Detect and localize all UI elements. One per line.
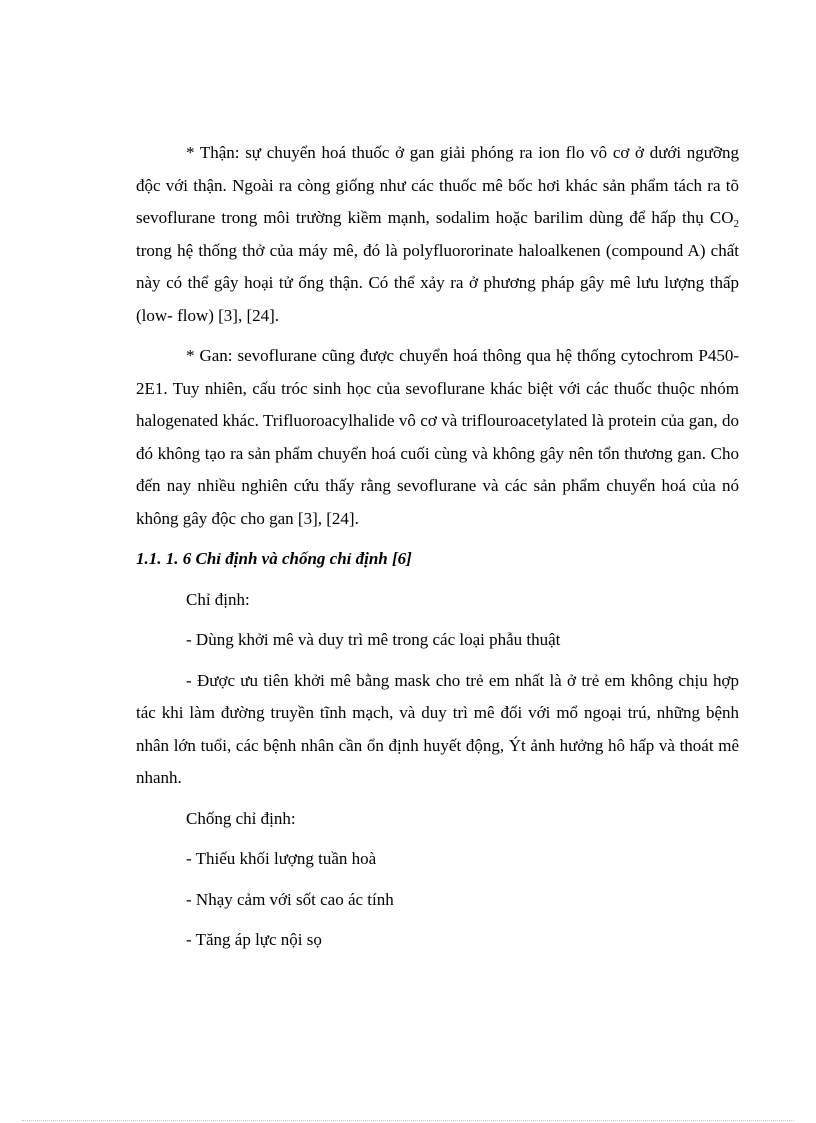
indications-label: Chỉ định: [186, 589, 250, 609]
paragraph-kidney-text-1: * Thận: sự chuyển hoá thuốc ở gan giải phóng ra ion flo vô cơ ở dưới ngưỡng độc với thận. Ngoài ra còng giống như các thuốc mê bốc hơi khác sản phẩm tách ra tõ sevoflurane trong môi trường kiềm mạnh, sodalim hoặc barilim dùng để hấp thụ CO [136, 143, 739, 227]
indication-item-2: - Được ưu tiên khởi mê bằng mask cho trẻ em nhất là ở trẻ em không chịu hợp tác khi làm đường truyền tĩnh mạch, và duy trì mê đối với mổ ngoại trú, những bệnh nhân lớn tuổi, các bệnh nhân cần ổn định huyết động, Ýt ảnh hưởng hô hấp và thoát mê nhanh. [136, 670, 739, 787]
paragraph-kidney-text-2: trong hệ thống thở của máy mê, đó là polyfluororinate haloalkenen (compound A) chất này có thể gây hoại tử ống thận. Có thể xảy ra ở phương pháp gây mê lưu lượng thấp (low- flow) [3], [24]. [136, 240, 739, 325]
paragraph-liver: * Gan: sevoflurane cũng được chuyển hoá thông qua hệ thống cytochrom P450- 2E1. Tuy nhiên, cấu tróc sinh học của sevoflurane khác biệt với các thuốc thuộc nhóm halogenated khác. Trifluoroacylhalide vô cơ và triflouroacetylated là protein của gan, do đó không tạo ra sản phẩm chuyển hoá cuối cùng và không gây nên tổn thương gan. Cho đến nay nhiều nghiên cứu thấy rằng sevoflurane và các sản phẩm chuyển hoá của nó không gây độc cho gan [3], [24]. [136, 346, 739, 528]
contraindication-item-3: - Tăng áp lực nội sọ [186, 930, 322, 949]
contraindication-item-2: - Nhạy cảm với sốt cao ác tính [186, 889, 394, 909]
paragraph-kidney [136, 137, 739, 332]
page-bottom-divider [22, 1120, 794, 1121]
contraindication-item-1: - Thiếu khối lượng tuần hoà [186, 849, 377, 868]
section-heading: 1.1. 1. 6 Chỉ định và chống chỉ định [6] [136, 549, 412, 568]
indication-item-1: - Dùng khởi mê và duy trì mê trong các loại phẫu thuật [186, 630, 561, 649]
co2-subscript: 2 [733, 218, 739, 230]
contraindications-label: Chống chỉ định: [186, 808, 296, 828]
document-page [136, 137, 739, 965]
